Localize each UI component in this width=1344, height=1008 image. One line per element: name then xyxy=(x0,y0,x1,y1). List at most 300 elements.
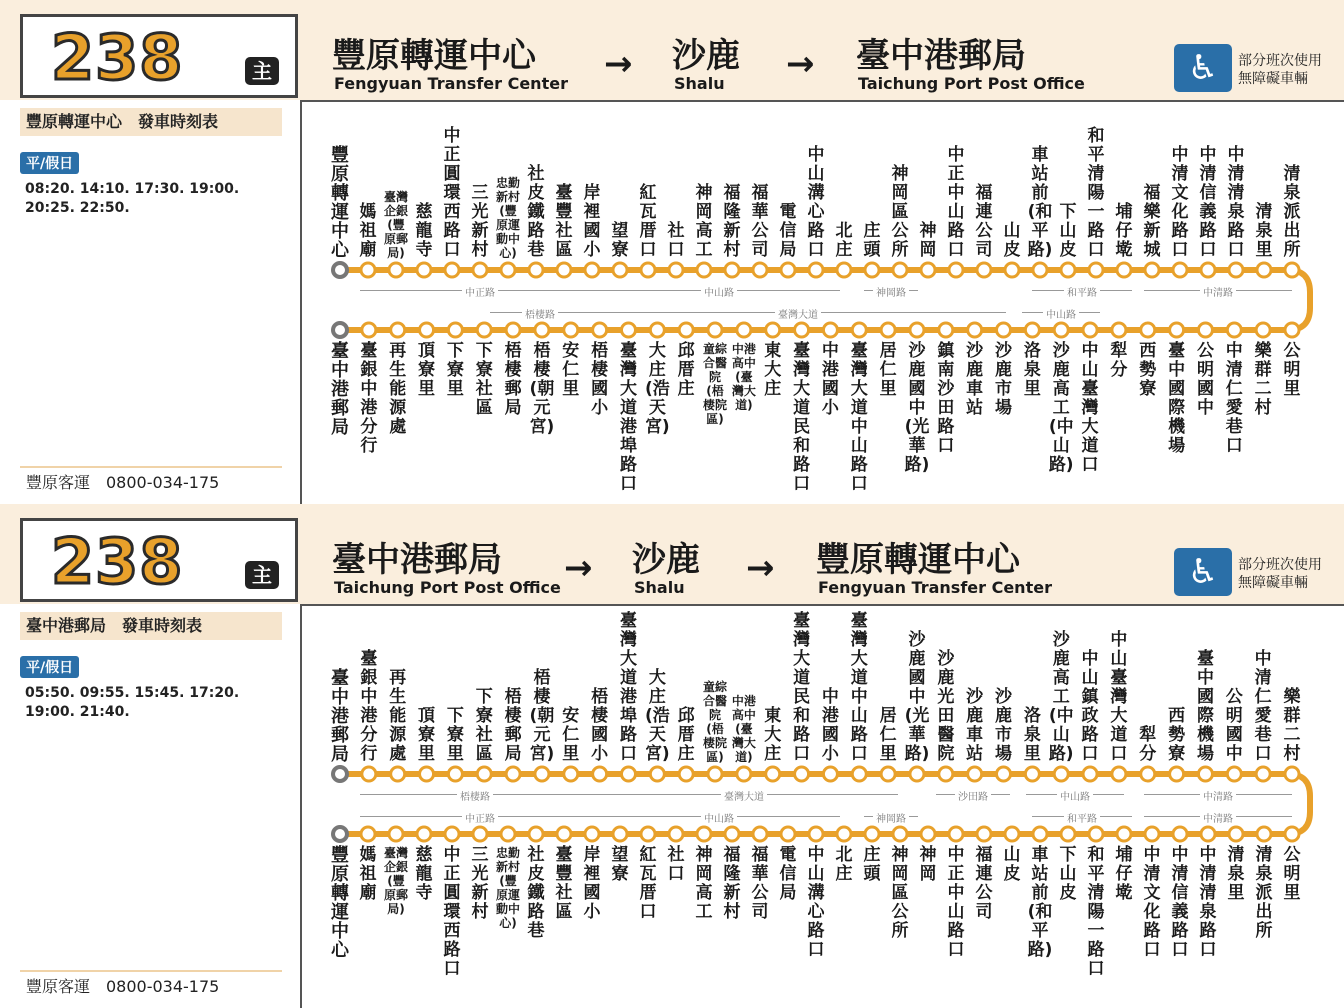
stop-marker xyxy=(697,827,711,841)
stop-marker xyxy=(837,263,851,277)
origin-title-en: Fengyuan Transfer Center xyxy=(334,74,568,93)
arrow-right-icon: → xyxy=(786,44,815,84)
via-title-en: Shalu xyxy=(674,74,725,93)
stop-marker xyxy=(621,323,635,337)
stop-marker xyxy=(564,323,578,337)
stop-name: 三光新村 xyxy=(471,845,489,922)
road-label: 梧棲路 xyxy=(457,788,493,803)
stop-name: 福隆新村 xyxy=(723,845,741,922)
stop-name: 中港國小 xyxy=(821,341,839,418)
stop-name: 下寮社區 xyxy=(475,341,493,418)
bus-company-contact: 豐原客運 0800-034-175 xyxy=(20,466,282,496)
stop-marker xyxy=(593,767,607,781)
stop-marker xyxy=(362,323,376,337)
stop-name: 下寮里 xyxy=(446,341,464,399)
stop-marker xyxy=(837,827,851,841)
stop-marker xyxy=(613,263,627,277)
stop-name: 臺灣大道港埠路口 xyxy=(619,341,637,494)
destination-title: 豐原轉運中心 xyxy=(816,540,1020,580)
stop-marker xyxy=(753,263,767,277)
stop-name: 神岡區公所 xyxy=(891,164,909,260)
stop-name: 公明里 xyxy=(1283,845,1301,903)
stop-name: 中清清泉路口 xyxy=(1227,145,1245,260)
stop-marker xyxy=(641,827,655,841)
road-label: 神岡路 xyxy=(873,284,909,299)
stop-marker xyxy=(1256,767,1270,781)
terminal-stop-name: 豐原轉運中心 xyxy=(331,845,349,961)
origin-title: 豐原轉運中心 xyxy=(332,36,536,76)
stop-marker xyxy=(621,767,635,781)
road-label: 臺灣大道 xyxy=(721,788,767,803)
stop-name: 清泉里 xyxy=(1255,202,1273,260)
stop-marker xyxy=(1112,323,1126,337)
stop-name: 福連公司 xyxy=(975,845,993,922)
stop-marker xyxy=(585,263,599,277)
stop-name: 頂寮里 xyxy=(418,706,436,764)
stop-marker xyxy=(997,767,1011,781)
road-label: 中清路 xyxy=(1200,284,1236,299)
terminal-stop-marker xyxy=(333,767,347,781)
stop-marker xyxy=(1227,767,1241,781)
stop-marker xyxy=(1112,767,1126,781)
stop-name: 沙鹿高工(中山路) xyxy=(1048,630,1074,764)
stop-marker xyxy=(1025,767,1039,781)
stop-name: 臺灣大道港埠路口 xyxy=(619,611,637,764)
stop-marker xyxy=(361,263,375,277)
via-title: 沙鹿 xyxy=(632,540,700,580)
stop-name: 慈龍寺 xyxy=(415,845,433,903)
main-route-badge: 主 xyxy=(245,57,279,85)
stop-marker xyxy=(391,323,405,337)
stop-marker xyxy=(669,827,683,841)
stop-marker xyxy=(679,323,693,337)
stop-name: 埔仔墘 xyxy=(1115,845,1133,903)
arrow-right-icon: → xyxy=(564,548,593,588)
stop-marker xyxy=(1285,767,1299,781)
stop-marker xyxy=(445,827,459,841)
stop-name: 中清清泉路口 xyxy=(1199,845,1217,960)
stop-name: 沙鹿市場 xyxy=(995,341,1012,418)
terminal-stop-name: 臺中港郵局 xyxy=(331,668,349,765)
stop-name: 紅瓦厝口 xyxy=(639,183,657,260)
stop-name: 頂寮里 xyxy=(418,341,436,399)
stop-name: 岸裡國小 xyxy=(583,183,601,260)
stop-name: 梧棲郵局 xyxy=(504,687,522,764)
bus-company-contact: 豐原客運 0800-034-175 xyxy=(20,970,282,1000)
stop-name: 中港國小 xyxy=(821,687,839,764)
stop-marker xyxy=(708,767,722,781)
stop-name: 臺中國際機場 xyxy=(1196,649,1214,764)
stop-marker xyxy=(529,263,543,277)
stop-name: 臺銀中港分行 xyxy=(360,341,378,456)
stop-name: 福華公司 xyxy=(751,183,769,260)
stop-name: 望寮 xyxy=(611,845,629,884)
origin-title: 臺中港郵局 xyxy=(332,540,502,580)
stop-name: 西勢寮 xyxy=(1139,341,1157,399)
stop-marker xyxy=(1089,263,1103,277)
stop-name: 再生能源處 xyxy=(389,668,407,764)
road-label: 沙田路 xyxy=(955,788,991,803)
stop-name: 沙鹿市場 xyxy=(995,687,1012,764)
road-label: 臺灣大道 xyxy=(775,306,821,321)
stop-marker xyxy=(1173,827,1187,841)
stop-name: 安仁里 xyxy=(562,341,580,399)
stop-name: 中清文化路口 xyxy=(1171,145,1189,260)
stop-name: 公明里 xyxy=(1283,341,1301,399)
stop-marker xyxy=(389,263,403,277)
stop-name: 梧棲郵局 xyxy=(504,341,522,418)
stop-marker xyxy=(1117,263,1131,277)
day-type-badge: 平/假日 xyxy=(20,152,79,174)
stop-marker xyxy=(420,767,434,781)
stop-marker xyxy=(417,263,431,277)
stop-name: 神岡高工 xyxy=(695,183,713,260)
stop-name: 臺豐社區 xyxy=(555,845,573,922)
stop-name: 庄頭 xyxy=(863,845,881,884)
stop-name: 沙鹿國中(光華路) xyxy=(904,630,930,764)
stop-name: 邱厝庄 xyxy=(677,341,695,399)
stop-marker xyxy=(477,767,491,781)
stop-marker xyxy=(823,323,837,337)
stop-marker xyxy=(781,827,795,841)
stop-name: 福樂新城 xyxy=(1143,183,1161,260)
stop-marker xyxy=(1285,827,1299,841)
road-label: 中山路 xyxy=(1057,788,1093,803)
departure-times: 08:20. 14:10. 17:30. 19:00. 20:25. 22:50. xyxy=(25,181,240,216)
stop-name: 神岡高工 xyxy=(695,845,713,922)
stop-name: 下寮里 xyxy=(446,706,464,764)
stop-marker xyxy=(613,827,627,841)
road-label: 中清路 xyxy=(1200,810,1236,825)
stop-name: 臺灣大道中山路口 xyxy=(850,611,868,764)
stop-name: 望寮 xyxy=(611,221,629,260)
road-label: 中山路 xyxy=(701,284,737,299)
stop-marker xyxy=(448,323,462,337)
stop-name: 山皮 xyxy=(1003,221,1021,260)
arrow-right-icon: → xyxy=(604,44,633,84)
road-label: 和平路 xyxy=(1064,810,1100,825)
route-number: 238 xyxy=(51,21,184,94)
via-title: 沙鹿 xyxy=(672,36,740,76)
stop-marker xyxy=(1198,767,1212,781)
stop-name: 下寮社區 xyxy=(475,687,493,764)
stop-name: 中山溝心路口 xyxy=(807,145,825,260)
stop-marker xyxy=(1117,827,1131,841)
accessibility-line2: 無障礙車輛 xyxy=(1238,575,1308,591)
road-label: 中正路 xyxy=(462,810,498,825)
stop-marker xyxy=(389,827,403,841)
stop-name: 東大庄 xyxy=(764,706,782,764)
stop-name: 清泉派出所 xyxy=(1255,845,1273,941)
stop-marker xyxy=(506,323,520,337)
stop-name: 中山鎮政路口 xyxy=(1081,649,1099,764)
road-label: 神岡路 xyxy=(873,810,909,825)
stop-marker xyxy=(737,323,751,337)
stop-marker xyxy=(1033,827,1047,841)
stop-name: 鎮南沙田路口 xyxy=(937,341,955,456)
stop-marker xyxy=(1054,767,1068,781)
stop-name: 福連公司 xyxy=(975,183,993,260)
stop-name: 北庄 xyxy=(835,845,853,884)
stop-marker xyxy=(535,323,549,337)
stop-name: 臺灣企銀(豐原郵局) xyxy=(383,190,408,260)
stop-marker xyxy=(766,323,780,337)
stop-marker xyxy=(1061,827,1075,841)
stop-marker xyxy=(506,767,520,781)
stop-marker xyxy=(501,827,515,841)
stop-name: 梧棲(朝元宮) xyxy=(529,668,555,764)
stop-name: 神岡 xyxy=(919,221,937,260)
stop-name: 洛泉里 xyxy=(1023,706,1041,764)
stop-marker xyxy=(1005,827,1019,841)
stop-marker xyxy=(697,263,711,277)
destination-title-en: Taichung Port Post Office xyxy=(858,74,1085,93)
stop-marker xyxy=(1089,827,1103,841)
stop-marker xyxy=(881,323,895,337)
stop-marker xyxy=(529,827,543,841)
stop-marker xyxy=(977,827,991,841)
stop-name: 中山臺灣大道口 xyxy=(1110,630,1128,764)
stop-name: 中清仁愛巷口 xyxy=(1254,649,1272,764)
stop-marker xyxy=(1061,263,1075,277)
stop-name: 中港高中(臺灣大道) xyxy=(731,694,756,764)
road-label: 中正路 xyxy=(462,284,498,299)
stop-marker xyxy=(781,263,795,277)
stop-name: 沙鹿國中(光華路) xyxy=(904,341,930,475)
stop-marker xyxy=(708,323,722,337)
stop-name: 社口 xyxy=(667,845,685,884)
route-panel-inbound xyxy=(0,504,1344,1008)
stop-marker xyxy=(1229,263,1243,277)
via-title-en: Shalu xyxy=(634,578,685,597)
stop-name: 樂群二村 xyxy=(1283,687,1301,764)
accessibility-line1: 部分班次使用 xyxy=(1238,53,1322,69)
stop-marker xyxy=(1141,767,1155,781)
stop-name: 中正圓環西路口 xyxy=(443,126,461,260)
stop-name: 忠勤新村(豐原運動中心) xyxy=(495,176,520,260)
stop-name: 沙鹿車站 xyxy=(966,687,984,764)
stop-name: 犁分 xyxy=(1110,341,1128,380)
stop-marker xyxy=(585,827,599,841)
stop-name: 沙鹿光田醫院 xyxy=(937,649,955,764)
stop-name: 中正中山路口 xyxy=(947,845,965,960)
destination-title: 臺中港郵局 xyxy=(856,36,1026,76)
stop-name: 山皮 xyxy=(1003,845,1021,884)
stop-marker xyxy=(448,767,462,781)
stop-name: 清泉里 xyxy=(1227,845,1245,903)
stop-name: 臺灣大道民和路口 xyxy=(793,341,811,494)
stop-name: 中山溝心路口 xyxy=(807,845,825,960)
stop-name: 媽祖廟 xyxy=(359,202,377,260)
stop-name: 北庄 xyxy=(835,221,853,260)
stop-marker xyxy=(893,263,907,277)
stop-name: 中清信義路口 xyxy=(1171,845,1189,960)
stop-marker xyxy=(949,827,963,841)
stop-name: 中山臺灣大道口 xyxy=(1081,341,1099,475)
stop-name: 下山皮 xyxy=(1059,845,1077,903)
road-label: 梧棲路 xyxy=(522,306,558,321)
route-line xyxy=(340,774,1310,834)
stop-marker xyxy=(1229,827,1243,841)
terminal-stop-marker xyxy=(333,263,347,277)
stop-name: 臺灣企銀(豐原郵局) xyxy=(383,846,408,916)
stop-name: 中正中山路口 xyxy=(947,145,965,260)
stop-name: 沙鹿車站 xyxy=(966,341,984,418)
stop-name: 樂群二村 xyxy=(1254,341,1272,418)
stop-marker xyxy=(968,767,982,781)
stop-name: 犁分 xyxy=(1139,725,1157,764)
stop-name: 神岡 xyxy=(919,845,937,884)
stop-marker xyxy=(1285,323,1299,337)
stop-marker xyxy=(1083,767,1097,781)
stop-marker xyxy=(921,263,935,277)
stop-marker xyxy=(1227,323,1241,337)
road-label: 和平路 xyxy=(1064,284,1100,299)
stop-marker xyxy=(1025,323,1039,337)
stop-marker xyxy=(564,767,578,781)
stop-marker xyxy=(725,263,739,277)
route-line xyxy=(340,270,1310,330)
stop-name: 沙鹿高工(中山路) xyxy=(1048,341,1074,475)
stop-marker xyxy=(1198,323,1212,337)
road-label: 中山路 xyxy=(1043,306,1079,321)
stop-marker xyxy=(809,263,823,277)
stop-name: 電信局 xyxy=(779,845,797,903)
stop-marker xyxy=(1173,263,1187,277)
destination-title-en: Fengyuan Transfer Center xyxy=(818,578,1052,597)
stop-name: 安仁里 xyxy=(562,706,580,764)
stop-marker xyxy=(679,767,693,781)
stop-name: 臺銀中港分行 xyxy=(360,649,378,764)
stop-marker xyxy=(753,827,767,841)
stop-marker xyxy=(650,323,664,337)
stop-marker xyxy=(417,827,431,841)
stop-name: 公明國中 xyxy=(1196,341,1214,418)
stop-marker xyxy=(852,323,866,337)
stop-name: 忠勤新村(豐原運動中心) xyxy=(495,846,520,930)
stop-marker xyxy=(641,263,655,277)
stop-name: 臺灣大道中山路口 xyxy=(850,341,868,494)
terminal-stop-name: 臺中港郵局 xyxy=(331,341,349,438)
stop-marker xyxy=(823,767,837,781)
timetable-title: 臺中港郵局 發車時刻表 xyxy=(20,612,282,640)
accessibility-line1: 部分班次使用 xyxy=(1238,557,1322,573)
stop-marker xyxy=(1170,323,1184,337)
stop-name: 岸裡國小 xyxy=(583,845,601,922)
stop-marker xyxy=(557,263,571,277)
stop-name: 童綜合醫院(梧棲院區) xyxy=(703,680,728,764)
departure-times: 05:50. 09:55. 15:45. 17:20. 19:00. 21:40. xyxy=(25,685,240,720)
wheelchair-icon: ♿ xyxy=(1174,44,1232,92)
stop-name: 福華公司 xyxy=(751,845,769,922)
arrow-right-icon: → xyxy=(746,548,775,588)
route-number: 238 xyxy=(51,525,184,598)
stop-marker xyxy=(362,767,376,781)
stop-marker xyxy=(1201,827,1215,841)
stop-marker xyxy=(968,323,982,337)
stop-marker xyxy=(939,767,953,781)
day-type-badge: 平/假日 xyxy=(20,656,79,678)
stop-marker xyxy=(1170,767,1184,781)
road-label: 中山路 xyxy=(701,810,737,825)
stop-marker xyxy=(535,767,549,781)
stop-name: 梧棲國小 xyxy=(591,687,609,764)
stop-marker xyxy=(1145,263,1159,277)
stop-name: 梧棲(朝元宮) xyxy=(529,341,555,437)
stop-marker xyxy=(1257,827,1271,841)
terminal-stop-marker xyxy=(333,827,347,841)
stop-name: 東大庄 xyxy=(764,341,782,399)
stop-name: 福隆新村 xyxy=(723,183,741,260)
stop-name: 車站前(和平路) xyxy=(1027,845,1053,960)
stop-name: 大庄(浩天宮) xyxy=(644,668,670,764)
stop-name: 慈龍寺 xyxy=(415,202,433,260)
stop-name: 中清信義路口 xyxy=(1199,145,1217,260)
stop-name: 西勢寮 xyxy=(1168,706,1186,764)
stop-name: 大庄(浩天宮) xyxy=(644,341,670,437)
road-label: 中清路 xyxy=(1200,788,1236,803)
terminal-stop-name: 豐原轉運中心 xyxy=(331,145,349,261)
stop-marker xyxy=(977,263,991,277)
stop-marker xyxy=(473,263,487,277)
terminal-stop-marker xyxy=(333,323,347,337)
stop-name: 和平清陽一路口 xyxy=(1087,126,1105,260)
stop-name: 邱厝庄 xyxy=(677,706,695,764)
stop-name: 媽祖廟 xyxy=(359,845,377,903)
stop-marker xyxy=(1141,323,1155,337)
stop-marker xyxy=(865,263,879,277)
stop-marker xyxy=(865,827,879,841)
stop-name: 庄頭 xyxy=(863,221,881,260)
stop-marker xyxy=(852,767,866,781)
stop-name: 下山皮 xyxy=(1059,202,1077,260)
stop-marker xyxy=(1083,323,1097,337)
stop-marker xyxy=(445,263,459,277)
stop-marker xyxy=(501,263,515,277)
stop-marker xyxy=(1285,263,1299,277)
stop-marker xyxy=(650,767,664,781)
stop-marker xyxy=(1033,263,1047,277)
stop-name: 中清文化路口 xyxy=(1143,845,1161,960)
stop-marker xyxy=(737,767,751,781)
stop-marker xyxy=(1201,263,1215,277)
stop-name: 臺中國際機場 xyxy=(1168,341,1186,456)
stop-name: 童綜合醫院(梧棲院區) xyxy=(703,342,728,426)
stop-marker xyxy=(795,323,809,337)
stop-marker xyxy=(766,767,780,781)
stop-marker xyxy=(391,767,405,781)
stop-name: 再生能源處 xyxy=(389,341,407,437)
stop-marker xyxy=(949,263,963,277)
stop-marker xyxy=(477,323,491,337)
stop-name: 埔仔墘 xyxy=(1115,202,1133,260)
stop-marker xyxy=(921,827,935,841)
stop-marker xyxy=(1257,263,1271,277)
stop-name: 臺豐社區 xyxy=(555,183,573,260)
stop-name: 紅瓦厝口 xyxy=(639,845,657,922)
stop-marker xyxy=(910,323,924,337)
stop-marker xyxy=(809,827,823,841)
stop-marker xyxy=(420,323,434,337)
stop-name: 居仁里 xyxy=(879,341,897,399)
stop-name: 社皮鐵路巷 xyxy=(527,164,545,260)
timetable-title: 豐原轉運中心 發車時刻表 xyxy=(20,108,282,136)
stop-marker xyxy=(1054,323,1068,337)
stop-marker xyxy=(1256,323,1270,337)
stop-name: 臺灣大道民和路口 xyxy=(793,611,811,764)
stop-name: 梧棲國小 xyxy=(591,341,609,418)
origin-title-en: Taichung Port Post Office xyxy=(334,578,561,597)
